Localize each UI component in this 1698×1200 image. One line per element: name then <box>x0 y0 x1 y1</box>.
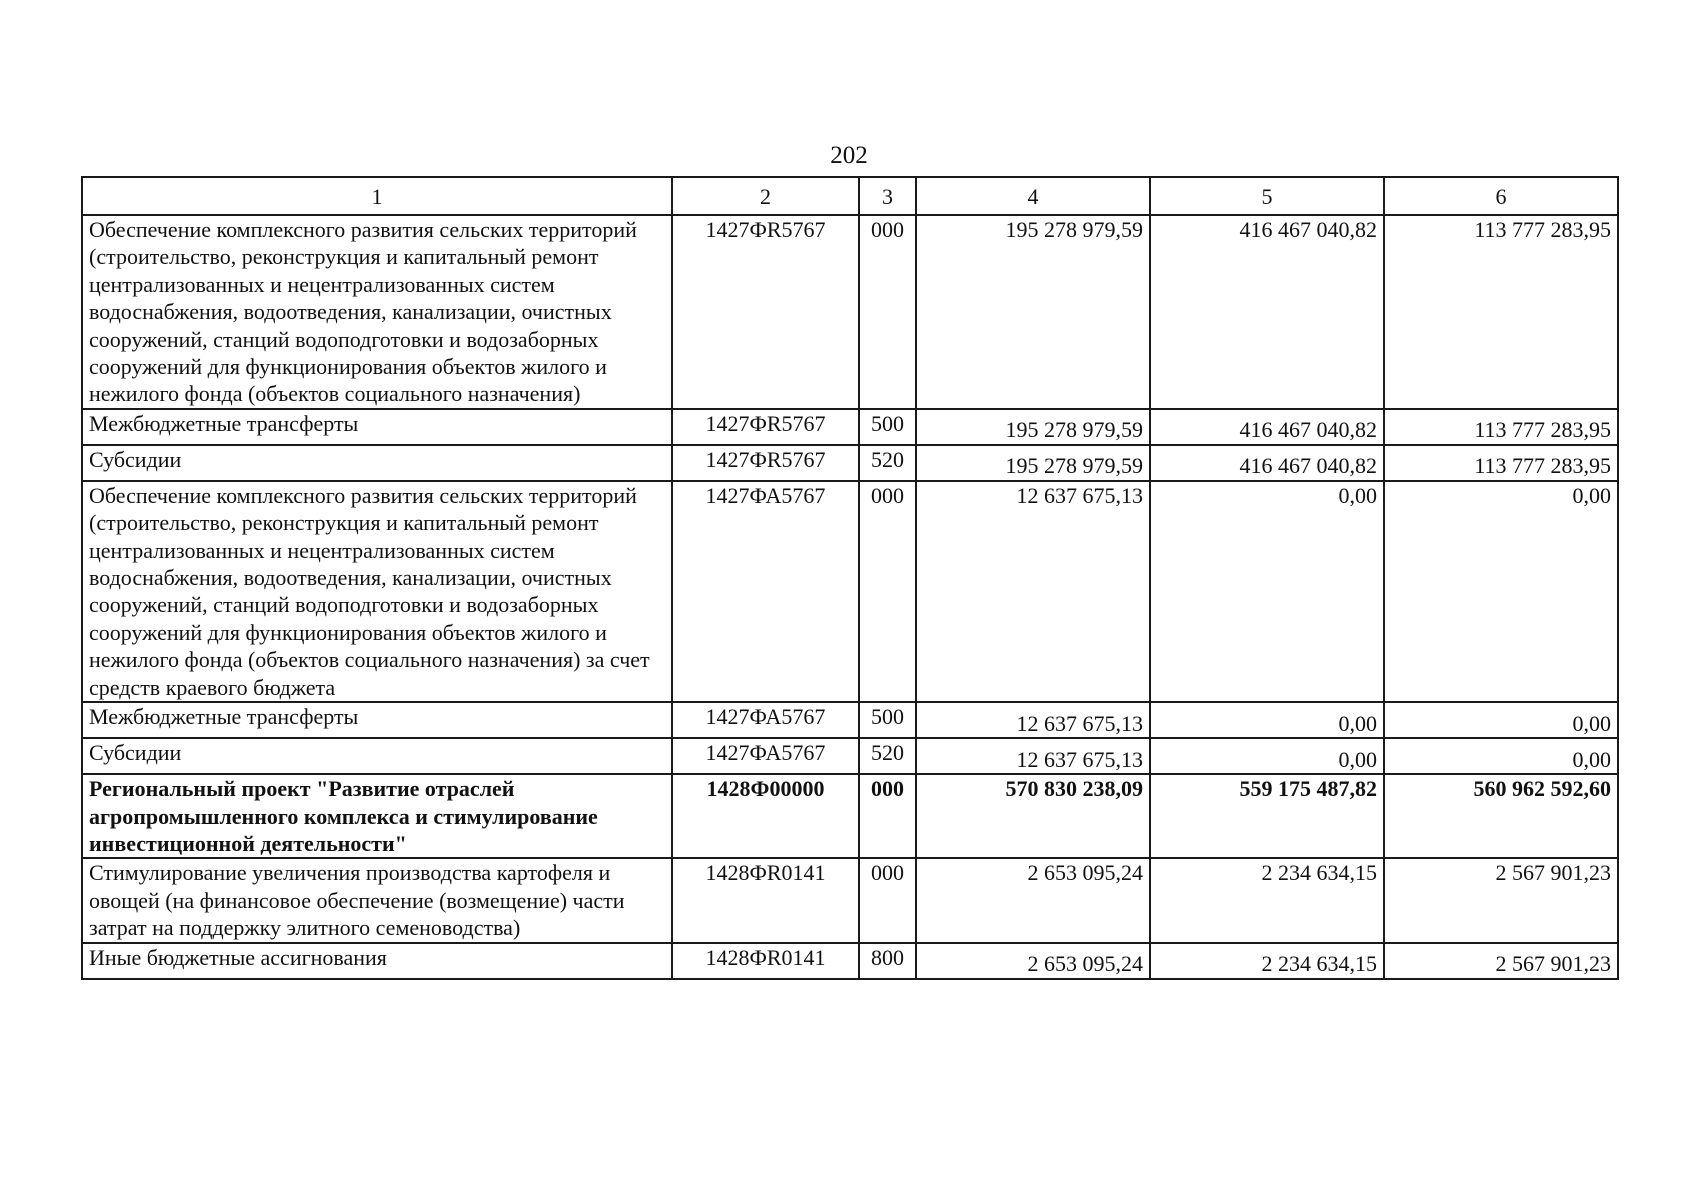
row-name: Субсидии <box>82 738 672 774</box>
table-row <box>82 858 1618 942</box>
row-type: 520 <box>859 445 916 481</box>
row-value-6: 0,00 <box>1384 702 1618 738</box>
row-type: 000 <box>859 858 916 942</box>
row-value-6: 560 962 592,60 <box>1384 774 1618 858</box>
table-row <box>82 943 1618 979</box>
row-value-6: 2 567 901,23 <box>1384 943 1618 979</box>
row-value-4: 570 830 238,09 <box>916 774 1150 858</box>
table-row <box>82 445 1618 481</box>
row-name: Обеспечение комплексного развития сельских территорий (строительство, реконструкция и капитальный ремонт централизованных и нецентрализованных систем водоснабжения, водоотведения, канализации, очистных сооружений, станций водоподготовки и водозаборных сооружений для функционирования объектов жилого и нежилого фонда (объектов социального назначения) <box>82 215 672 409</box>
row-value-5: 0,00 <box>1150 481 1384 702</box>
table-header-row <box>82 177 1618 215</box>
column-header-1: 1 <box>82 177 672 215</box>
row-code: 1427ФR5767 <box>672 409 859 445</box>
row-code: 1427ФА5767 <box>672 481 859 702</box>
row-type: 500 <box>859 409 916 445</box>
row-value-5: 0,00 <box>1150 702 1384 738</box>
row-name: Региональный проект "Развитие отраслей агропромышленного комплекса и стимулирование инвестиционной деятельности" <box>82 774 672 858</box>
row-value-6: 113 777 283,95 <box>1384 445 1618 481</box>
table-row <box>82 702 1618 738</box>
row-code: 1427ФА5767 <box>672 738 859 774</box>
row-value-5: 416 467 040,82 <box>1150 445 1384 481</box>
row-name: Межбюджетные трансферты <box>82 409 672 445</box>
row-value-6: 0,00 <box>1384 738 1618 774</box>
row-value-4: 2 653 095,24 <box>916 858 1150 942</box>
column-header-6: 6 <box>1384 177 1618 215</box>
row-code: 1428Ф00000 <box>672 774 859 858</box>
budget-table <box>81 176 1619 980</box>
row-name: Стимулирование увеличения производства картофеля и овощей (на финансовое обеспечение (возмещение) части затрат на поддержку элитного семеноводства) <box>82 858 672 942</box>
row-value-6: 0,00 <box>1384 481 1618 702</box>
row-code: 1428ФR0141 <box>672 858 859 942</box>
row-value-5: 2 234 634,15 <box>1150 943 1384 979</box>
row-code: 1427ФR5767 <box>672 215 859 409</box>
column-header-2: 2 <box>672 177 859 215</box>
table-row-regional-project <box>82 774 1618 858</box>
row-value-4: 195 278 979,59 <box>916 215 1150 409</box>
table-row <box>82 409 1618 445</box>
page-number: 202 <box>830 142 868 169</box>
row-code: 1427ФА5767 <box>672 702 859 738</box>
row-value-5: 2 234 634,15 <box>1150 858 1384 942</box>
row-type: 500 <box>859 702 916 738</box>
row-name: Межбюджетные трансферты <box>82 702 672 738</box>
row-value-6: 113 777 283,95 <box>1384 409 1618 445</box>
column-header-3: 3 <box>859 177 916 215</box>
row-value-5: 559 175 487,82 <box>1150 774 1384 858</box>
row-name: Обеспечение комплексного развития сельских территорий (строительство, реконструкция и капитальный ремонт централизованных и нецентрализованных систем водоснабжения, водоотведения, канализации, очистных сооружений, станций водоподготовки и водозаборных сооружений для функционирования объектов жилого и нежилого фонда (объектов социального назначения) за счет средств краевого бюджета <box>82 481 672 702</box>
row-value-4: 12 637 675,13 <box>916 738 1150 774</box>
row-code: 1428ФR0141 <box>672 943 859 979</box>
row-code: 1427ФR5767 <box>672 445 859 481</box>
row-type: 000 <box>859 481 916 702</box>
row-name: Субсидии <box>82 445 672 481</box>
column-header-5: 5 <box>1150 177 1384 215</box>
row-value-4: 12 637 675,13 <box>916 702 1150 738</box>
row-value-5: 416 467 040,82 <box>1150 409 1384 445</box>
row-type: 000 <box>859 215 916 409</box>
row-value-6: 2 567 901,23 <box>1384 858 1618 942</box>
table-row <box>82 215 1618 409</box>
table-row <box>82 738 1618 774</box>
row-value-5: 0,00 <box>1150 738 1384 774</box>
row-value-6: 113 777 283,95 <box>1384 215 1618 409</box>
row-type: 800 <box>859 943 916 979</box>
table-row <box>82 481 1618 702</box>
row-value-4: 12 637 675,13 <box>916 481 1150 702</box>
column-header-4: 4 <box>916 177 1150 215</box>
row-value-4: 195 278 979,59 <box>916 409 1150 445</box>
row-value-5: 416 467 040,82 <box>1150 215 1384 409</box>
row-type: 520 <box>859 738 916 774</box>
row-type: 000 <box>859 774 916 858</box>
row-value-4: 2 653 095,24 <box>916 943 1150 979</box>
row-name: Иные бюджетные ассигнования <box>82 943 672 979</box>
row-value-4: 195 278 979,59 <box>916 445 1150 481</box>
